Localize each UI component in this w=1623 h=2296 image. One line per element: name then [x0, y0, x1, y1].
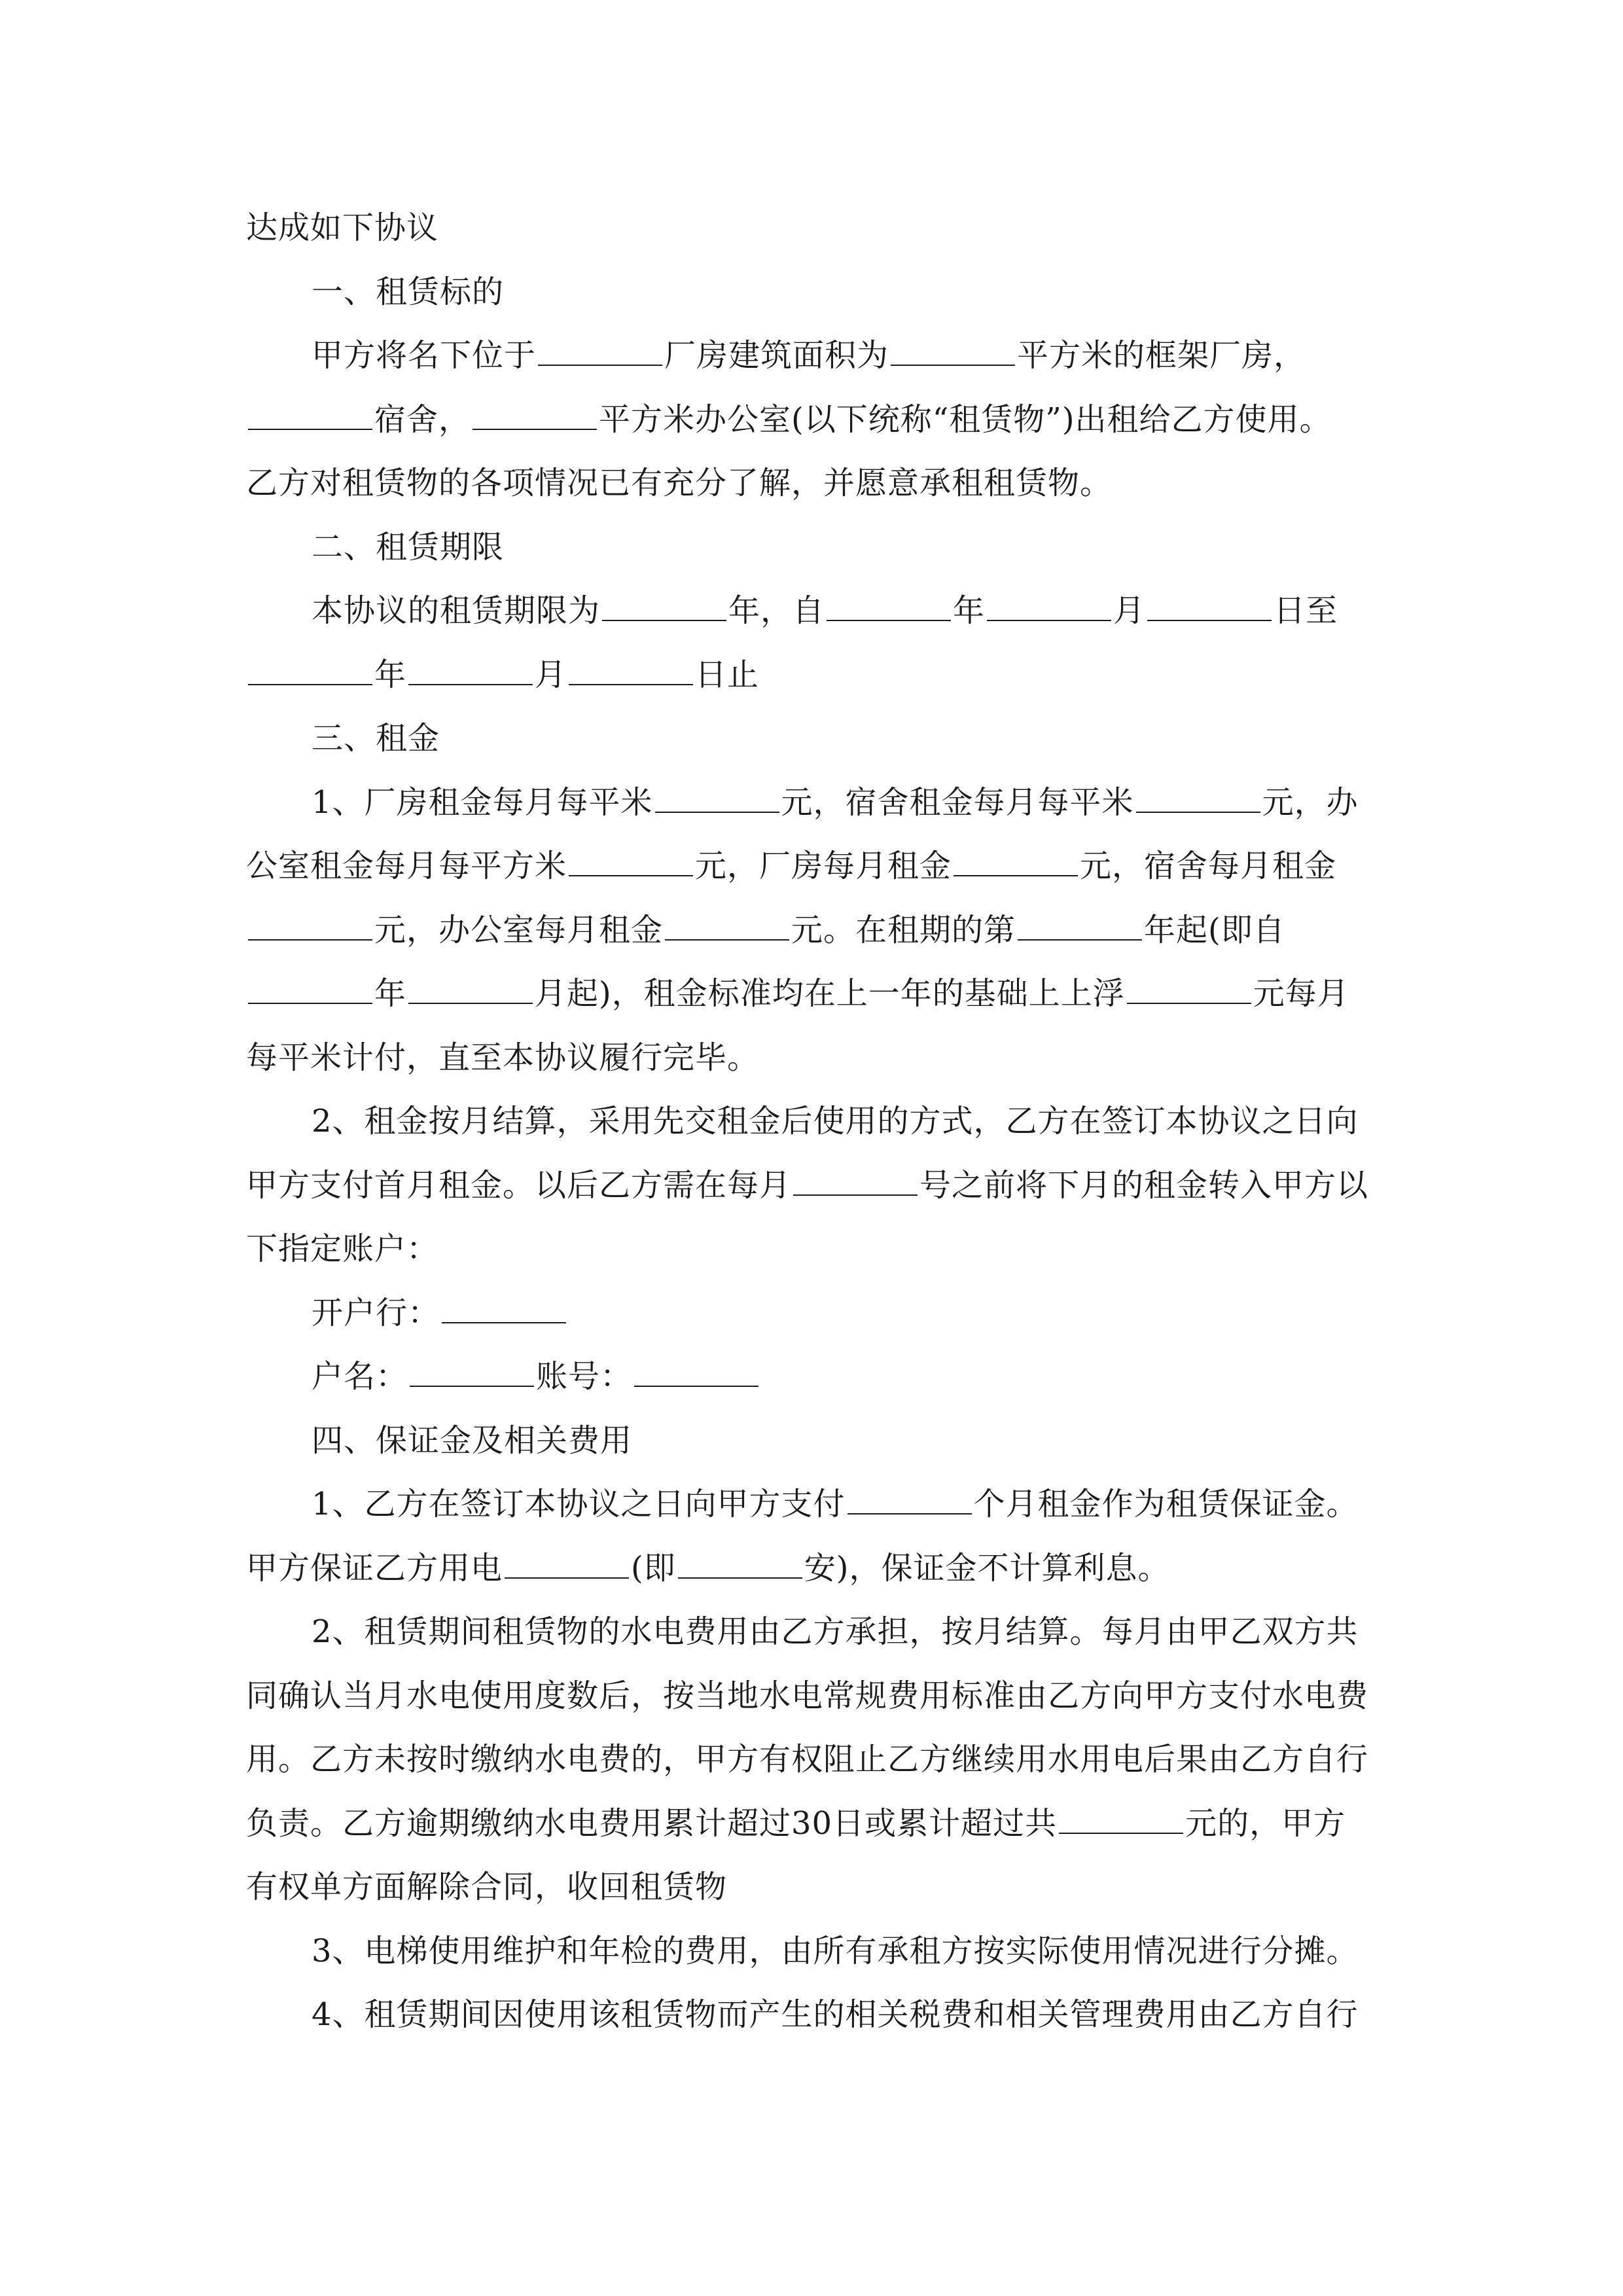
line-text: 四、保证金及相关费用 — [312, 1422, 633, 1459]
text-line — [246, 1090, 1378, 1154]
line-text: 日至 — [1274, 592, 1338, 629]
line-text: 二、租赁期限 — [312, 528, 505, 565]
line-text: 乙方对租赁物的各项情况已有充分了解，并愿意承租租赁物。 — [246, 465, 1113, 501]
fill-in-blank — [987, 594, 1111, 621]
fill-in-blank — [655, 785, 779, 813]
fill-in-blank — [1136, 785, 1260, 813]
text-line — [246, 1600, 1378, 1664]
line-text: 4、租赁期间因使用该租赁物而产生的相关税费和相关管理费用由乙方自行 — [312, 1996, 1359, 2033]
line-text: 下指定账户： — [246, 1230, 439, 1267]
line-text: 本协议的租赁期限为 — [312, 592, 601, 629]
text-line — [246, 1856, 1378, 1920]
fill-in-blank — [248, 977, 372, 1004]
text-line — [246, 834, 1378, 899]
line-text: 负责。乙方逾期缴纳水电费用累计超过30日或累计超过共 — [246, 1804, 1058, 1842]
line-text: 元的，甲方 — [1185, 1804, 1346, 1842]
text-line — [246, 1154, 1378, 1218]
text-line — [246, 1792, 1378, 1856]
line-text: 达成如下协议 — [246, 209, 439, 246]
text-line — [246, 452, 1378, 516]
fill-in-blank — [678, 1551, 802, 1579]
text-line — [246, 962, 1378, 1026]
text-line — [246, 1217, 1378, 1282]
line-text: 元，宿舍租金每月每平米 — [781, 783, 1134, 821]
contract-body — [246, 196, 1378, 2047]
line-text: 平方米办公室(以下统称“租赁物”)出租给乙方使用。 — [599, 401, 1332, 438]
line-text: 元，厂房每月租金 — [695, 848, 952, 884]
line-text: 一、租赁标的 — [312, 273, 505, 310]
line-text: 甲方支付首月租金。以后乙方需在每月 — [246, 1166, 792, 1204]
line-text: 年，自 — [728, 592, 825, 629]
fill-in-blank — [847, 1487, 972, 1515]
line-text: 月 — [535, 656, 567, 693]
text-line — [246, 516, 1378, 580]
fill-in-blank — [827, 594, 951, 621]
text-line — [246, 1345, 1378, 1409]
fill-in-blank — [248, 913, 372, 941]
text-line — [246, 899, 1378, 963]
fill-in-blank — [408, 977, 533, 1004]
fill-in-blank — [891, 338, 1015, 366]
line-text: 年 — [374, 656, 407, 693]
text-line — [246, 579, 1378, 643]
line-text: 元，办公室每月租金 — [374, 911, 664, 948]
text-line — [246, 771, 1378, 835]
text-line — [246, 1920, 1378, 1984]
line-text: 个月租金作为租赁保证金。 — [973, 1486, 1359, 1522]
line-text: (即 — [631, 1549, 676, 1587]
fill-in-blank — [569, 658, 693, 685]
line-text: 元。在租期的第 — [791, 911, 1016, 948]
line-text: 同确认当月水电使用度数后，按当地水电常规费用标准由乙方向甲方支付水电费 — [246, 1677, 1369, 1714]
fill-in-blank — [442, 1296, 566, 1323]
text-line — [246, 1983, 1378, 2047]
line-text: 日止 — [695, 656, 760, 693]
text-line — [246, 260, 1378, 325]
fill-in-blank — [1127, 977, 1251, 1004]
text-line — [246, 1282, 1378, 1346]
fill-in-blank — [1018, 913, 1142, 941]
line-text: 2、租赁期间租赁物的水电费用由乙方承担，按月结算。每月由甲乙双方共 — [312, 1613, 1359, 1650]
line-text: 月 — [1113, 592, 1146, 629]
line-text: 每平米计付，直至本协议履行完毕。 — [246, 1039, 760, 1076]
text-line — [246, 1664, 1378, 1729]
fill-in-blank — [665, 913, 789, 941]
fill-in-blank — [634, 1359, 758, 1387]
line-text: 用。乙方未按时缴纳水电费的，甲方有权阻止乙方继续用水用电后果由乙方自行 — [246, 1741, 1369, 1778]
fill-in-blank — [602, 594, 726, 621]
text-line — [246, 1537, 1378, 1601]
fill-in-blank — [793, 1168, 918, 1196]
fill-in-blank — [410, 1359, 534, 1387]
line-text: 2、租金按月结算，采用先交租金后使用的方式，乙方在签订本协议之日向 — [312, 1103, 1359, 1139]
fill-in-blank — [569, 849, 693, 876]
fill-in-blank — [505, 1551, 629, 1579]
fill-in-blank — [1059, 1806, 1183, 1834]
line-text: 安)，保证金不计算利息。 — [804, 1549, 1170, 1587]
line-text: 1、乙方在签订本协议之日向甲方支付 — [312, 1486, 846, 1522]
text-line — [246, 1728, 1378, 1792]
line-text: 平方米的框架厂房， — [1017, 337, 1306, 374]
line-text: 月起)，租金标准均在上一年的基础上上浮 — [535, 975, 1125, 1012]
line-text: 有权单方面解除合同，收回租赁物 — [246, 1869, 728, 1905]
line-text: 厂房建筑面积为 — [664, 337, 889, 374]
line-text: 三、租金 — [312, 720, 440, 757]
text-line — [246, 1409, 1378, 1473]
line-text: 户名： — [312, 1358, 408, 1395]
text-line — [246, 388, 1378, 452]
line-text: 元每月 — [1253, 975, 1349, 1012]
fill-in-blank — [248, 403, 372, 430]
line-text: 开户行： — [312, 1294, 440, 1331]
fill-in-blank — [248, 658, 372, 685]
text-line — [246, 1473, 1378, 1537]
fill-in-blank — [473, 403, 597, 430]
line-text: 甲方将名下位于 — [312, 337, 537, 374]
fill-in-blank — [538, 338, 662, 366]
text-line — [246, 1026, 1378, 1090]
line-text: 元，办 — [1262, 783, 1359, 821]
text-line — [246, 324, 1378, 388]
text-line — [246, 196, 1378, 260]
line-text: 账号： — [536, 1358, 633, 1395]
line-text: 年 — [374, 975, 407, 1012]
line-text: 年起(即自 — [1144, 911, 1285, 948]
line-text: 号之前将下月的租金转入甲方以 — [919, 1166, 1369, 1204]
fill-in-blank — [1147, 594, 1272, 621]
line-text: 宿舍， — [374, 401, 471, 438]
line-text: 甲方保证乙方用电 — [246, 1549, 503, 1587]
text-line — [246, 707, 1378, 771]
text-line — [246, 643, 1378, 708]
line-text: 公室租金每月每平方米 — [246, 848, 567, 884]
line-text: 元，宿舍每月租金 — [1080, 848, 1337, 884]
line-text: 1、厂房租金每月每平米 — [312, 783, 653, 821]
fill-in-blank — [408, 658, 533, 685]
fill-in-blank — [954, 849, 1078, 876]
line-text: 年 — [953, 592, 986, 629]
line-text: 3、电梯使用维护和年检的费用，由所有承租方按实际使用情况进行分摊。 — [312, 1932, 1359, 1969]
